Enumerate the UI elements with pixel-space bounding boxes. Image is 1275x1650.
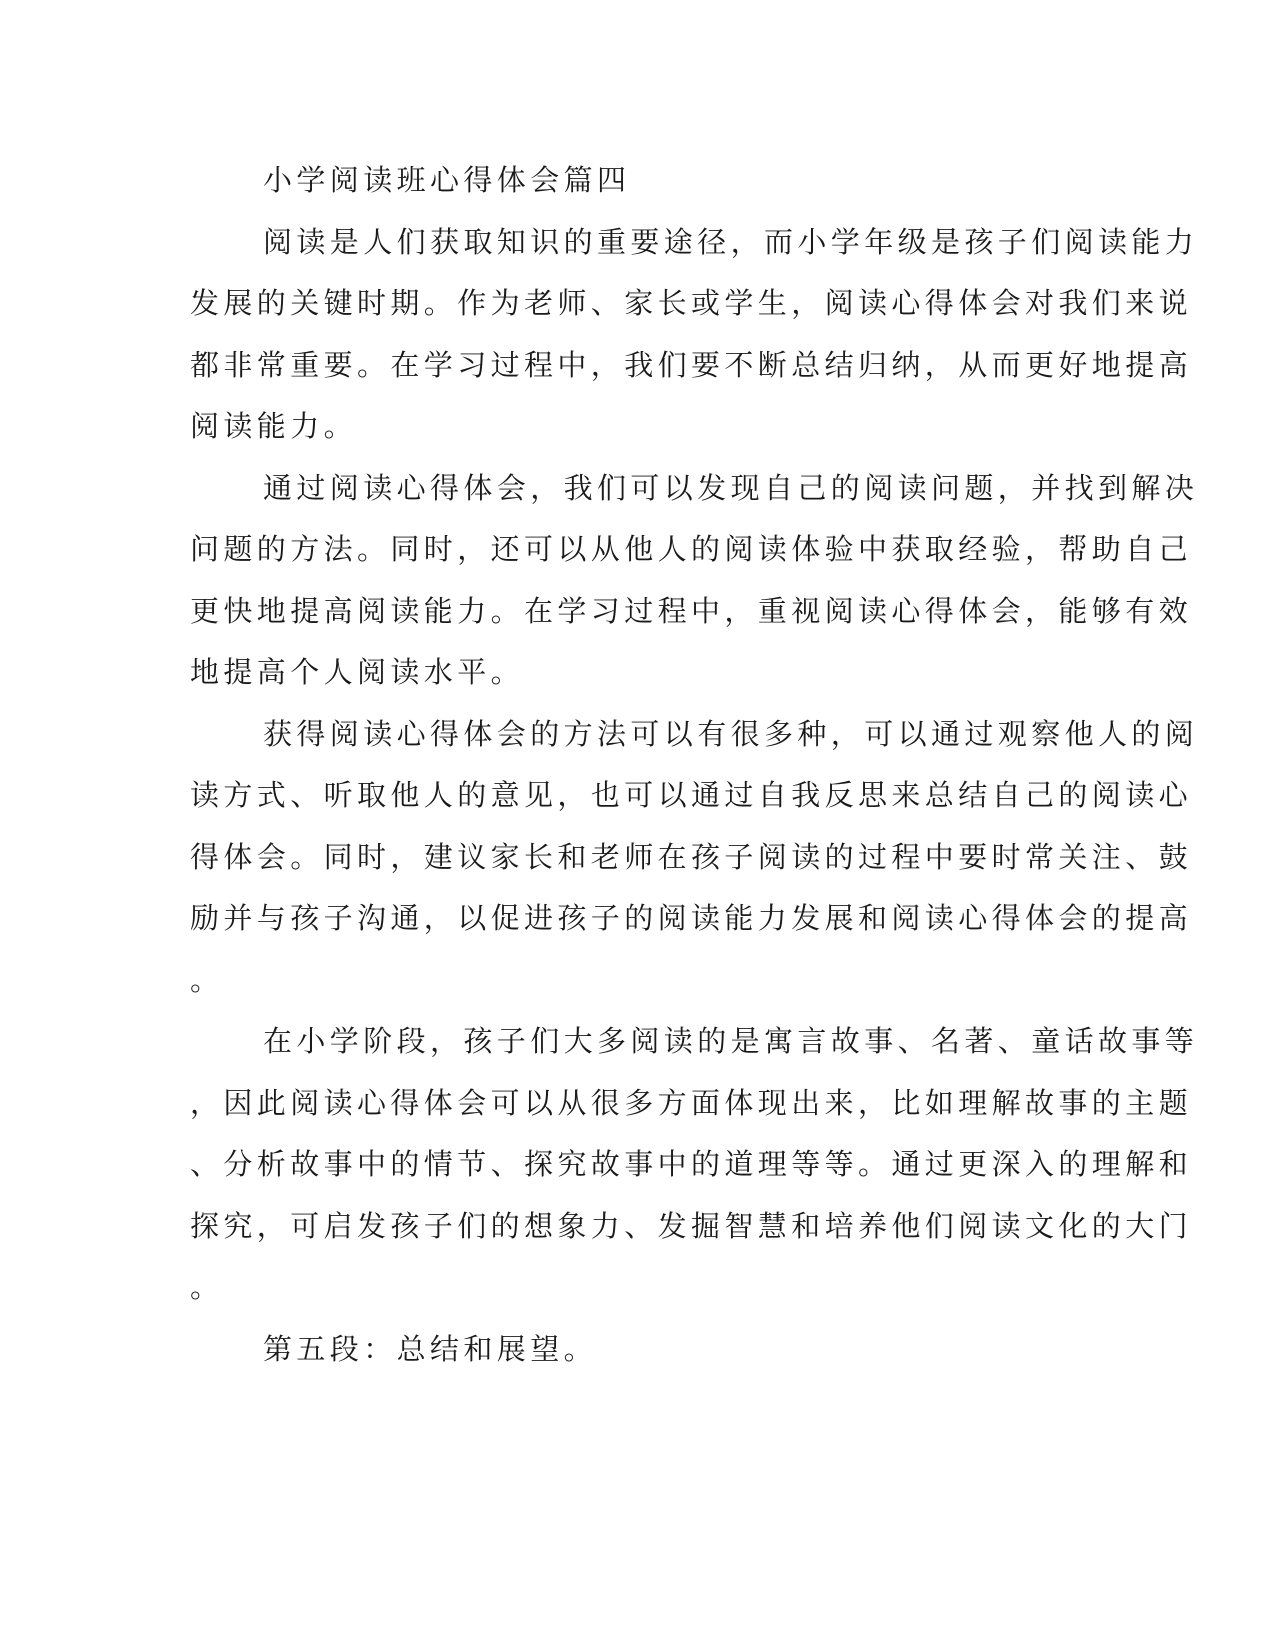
paragraph-4-line-5: 。 (190, 1270, 224, 1304)
paragraph-2-line-4: 地提高个人阅读水平。 (190, 655, 525, 689)
paragraph-4-line-1: 在小学阶段，孩子们大多阅读的是寓言故事、名著、童话故事等 (263, 1024, 1199, 1058)
paragraph-1-line-4: 阅读能力。 (190, 409, 358, 443)
paragraph-3-line-2: 读方式、听取他人的意见，也可以通过自我反思来总结自己的阅读心 (190, 778, 1193, 812)
paragraph-1-line-3: 都非常重要。在学习过程中，我们要不断总结归纳，从而更好地提高 (190, 347, 1193, 382)
document-title: 小学阅读班心得体会篇四 (263, 163, 631, 197)
paragraph-4-line-2: ，因此阅读心得体会可以从很多方面体现出来，比如理解故事的主题 (190, 1085, 1193, 1120)
paragraph-3-line-4: 励并与孩子沟通，以促进孩子的阅读能力发展和阅读心得体会的提高 (190, 901, 1193, 935)
paragraph-3-line-5: 。 (190, 962, 224, 997)
paragraph-1-line-2: 发展的关键时期。作为老师、家长或学生，阅读心得体会对我们来说 (190, 286, 1193, 320)
paragraph-2-line-1: 通过阅读心得体会，我们可以发现自己的阅读问题，并找到解决 (263, 470, 1199, 505)
paragraph-2-line-2: 问题的方法。同时，还可以从他人的阅读体验中获取经验，帮助自己 (190, 532, 1193, 566)
paragraph-3-line-1: 获得阅读心得体会的方法可以有很多种，可以通过观察他人的阅 (263, 716, 1199, 751)
paragraph-4-line-4: 探究，可启发孩子们的想象力、发掘智慧和培养他们阅读文化的大门 (190, 1208, 1193, 1243)
paragraph-1-line-1: 阅读是人们获取知识的重要途径，而小学年级是孩子们阅读能力 (263, 224, 1199, 259)
paragraph-2-line-3: 更快地提高阅读能力。在学习过程中，重视阅读心得体会，能够有效 (190, 593, 1193, 628)
paragraph-3-line-3: 得体会。同时，建议家长和老师在孩子阅读的过程中要时常关注、鼓 (190, 839, 1193, 874)
document-body (190, 150, 1199, 1380)
paragraph-5-line-1: 第五段：总结和展望。 (263, 1331, 598, 1366)
paragraph-4-line-3: 、分析故事中的情节、探究故事中的道理等等。通过更深入的理解和 (190, 1147, 1193, 1181)
